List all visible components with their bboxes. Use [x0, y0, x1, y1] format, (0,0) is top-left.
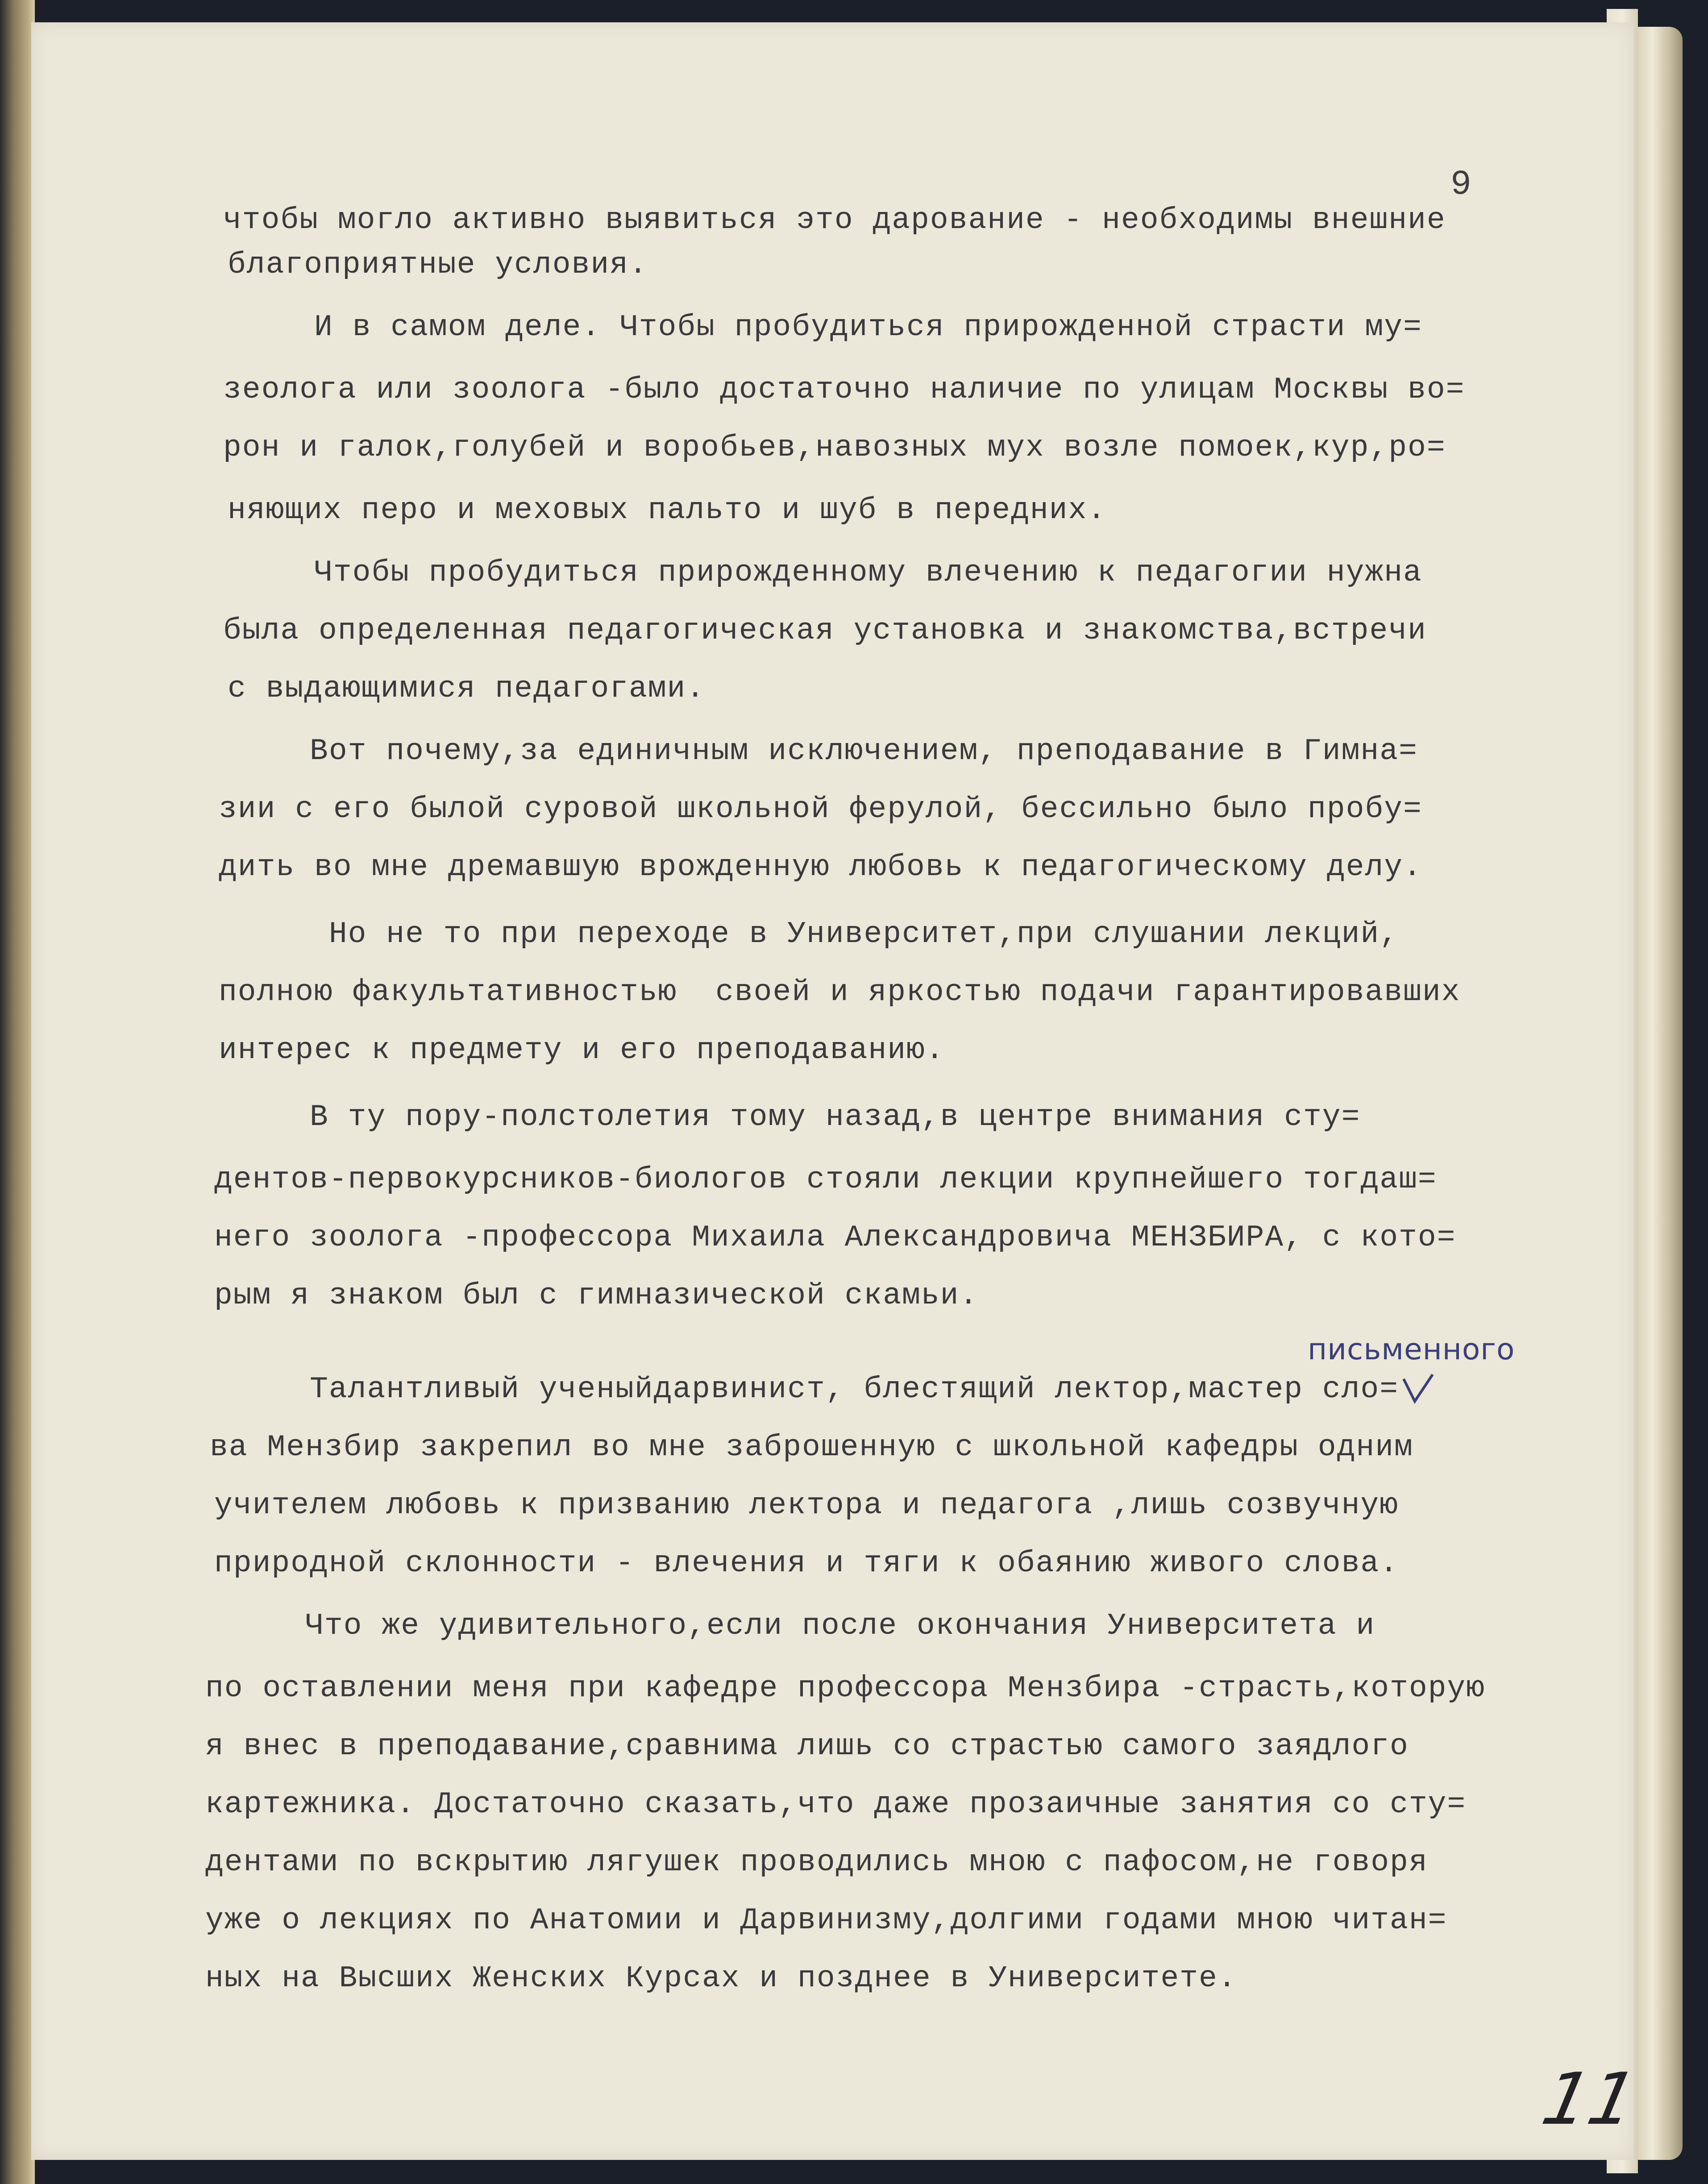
text-line: дентами по вскрытию лягушек проводились мною с пафосом,не говоря [205, 1845, 1428, 1880]
page-number: 9 [1450, 165, 1471, 204]
text-line: Что же удивительного,если после окончания Университета и [210, 1609, 1376, 1643]
text-line: ва Мензбир закрепил во мне заброшенную с школьной кафедры одним [210, 1430, 1413, 1465]
text-line: Талантливый ученыйдарвинист, блестящий лектор,мастер сло= [214, 1372, 1399, 1407]
text-line: я внес в преподавание,сравнима лишь со страстью самого заядлого [205, 1729, 1409, 1764]
insertion-caret [1401, 1374, 1437, 1406]
text-line: с выдающимися педагогами. [228, 672, 706, 706]
text-line: Но не то при переходе в Университет,при слушании лекций, [214, 917, 1399, 951]
binder-edge [0, 0, 35, 2184]
typewritten-body [31, 22, 1633, 2160]
text-line: зеолога или зоолога -было достаточно наличие по улицам Москвы во= [223, 373, 1465, 407]
text-line: И в самом деле. Чтобы пробудиться прирожденной страсти му= [219, 310, 1422, 345]
text-line: В ту пору-полстолетия тому назад,в центре внимания сту= [214, 1100, 1361, 1134]
text-line: уже о лекциях по Анатомии и Дарвинизму,долгими годами мною читан= [205, 1903, 1447, 1938]
text-line: Вот почему,за единичным исключением, преподавание в Гимна= [214, 734, 1418, 768]
text-line: ных на Высших Женских Курсах и позднее в Университете. [205, 1961, 1237, 1996]
text-line: чтобы могло активно выявиться это дарование - необходимы внешние [223, 203, 1446, 237]
text-line: рым я знаком был с гимназической скамьи. [214, 1279, 979, 1313]
archive-folio-number: 11 [1535, 2057, 1644, 2141]
text-line: него зоолога -профессора Михаила Александровича МЕНЗБИРА, с кото= [214, 1221, 1456, 1255]
text-line: природной склонности - влечения и тяги к обаянию живого слова. [214, 1546, 1399, 1581]
text-line: благоприятные условия. [228, 248, 648, 282]
text-line: была определенная педагогическая установка и знакомства,встречи [223, 614, 1427, 648]
text-line: зии с его былой суровой школьной ферулой, бессильно было пробу= [219, 792, 1422, 826]
text-line: картежника. Достаточно сказать,что даже прозаичные занятия со сту= [205, 1787, 1467, 1822]
text-line: интерес к предмету и его преподаванию. [219, 1033, 945, 1067]
document-page [31, 22, 1644, 2160]
text-line: учителем любовь к призванию лектора и педагога ,лишь созвучную [214, 1488, 1399, 1523]
text-line: дентов-первокурсников-биологов стояли лекции крупнейшего тогдаш= [214, 1163, 1437, 1197]
text-line: няющих перо и меховых пальто и шуб в передних. [228, 493, 1107, 527]
text-line: полною факультативностью своей и яркостью подачи гарантировавших [219, 975, 1461, 1009]
text-line: по оставлении меня при кафедре профессора Мензбира -страсть,которую [205, 1671, 1486, 1706]
text-line: дить во мне дремавшую врожденную любовь к педагогическому делу. [219, 850, 1422, 884]
handwritten-insertion: письменного [1308, 1332, 1515, 1366]
text-line: рон и галок,голубей и воробьев,навозных мух возле помоек,кур,ро= [223, 431, 1446, 465]
text-line: Чтобы пробудиться прирожденному влечению к педагогии нужна [219, 556, 1422, 590]
